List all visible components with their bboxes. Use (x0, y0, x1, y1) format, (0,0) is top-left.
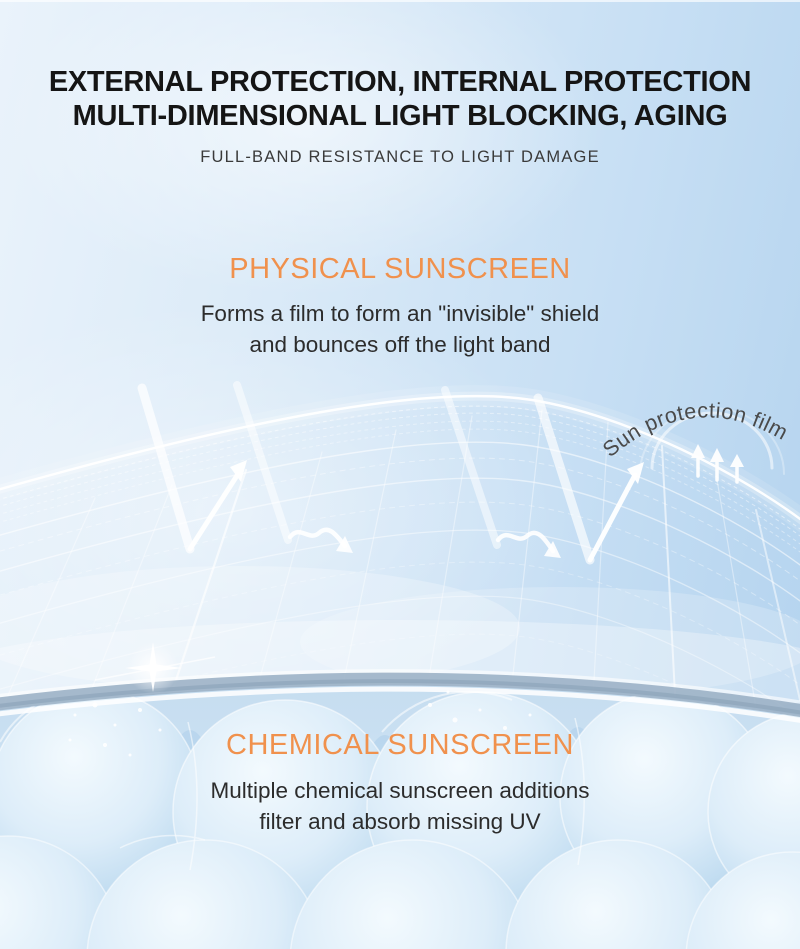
film-illustration (0, 370, 800, 949)
physical-sunscreen-heading: PHYSICAL SUNSCREEN (229, 253, 571, 285)
up-arrow-icon (691, 444, 744, 482)
title-line-2: MULTI-DIMENSIONAL LIGHT BLOCKING, AGING (72, 99, 728, 132)
page-subtitle: FULL-BAND RESISTANCE TO LIGHT DAMAGE (200, 148, 600, 166)
film-label-text: Sun protection film (598, 398, 793, 462)
chemical-sunscreen-description (0, 776, 800, 837)
title-line-1: EXTERNAL PROTECTION, INTERNAL PROTECTION (48, 66, 752, 98)
chemical-sunscreen-heading: CHEMICAL SUNSCREEN (226, 729, 574, 761)
bounce-arrow-icon (142, 388, 247, 549)
page-title (0, 66, 800, 133)
chemical-body-line-1: Multiple chemical sunscreen additions (210, 778, 590, 803)
physical-body-line-2: and bounces off the light band (249, 331, 551, 357)
chemical-body-line-2: filter and absorb missing UV (259, 808, 541, 834)
physical-body-line-1: Forms a film to form an "invisible" shield (200, 301, 600, 326)
physical-sunscreen-description (0, 299, 800, 360)
top-edge-strip (0, 0, 800, 2)
